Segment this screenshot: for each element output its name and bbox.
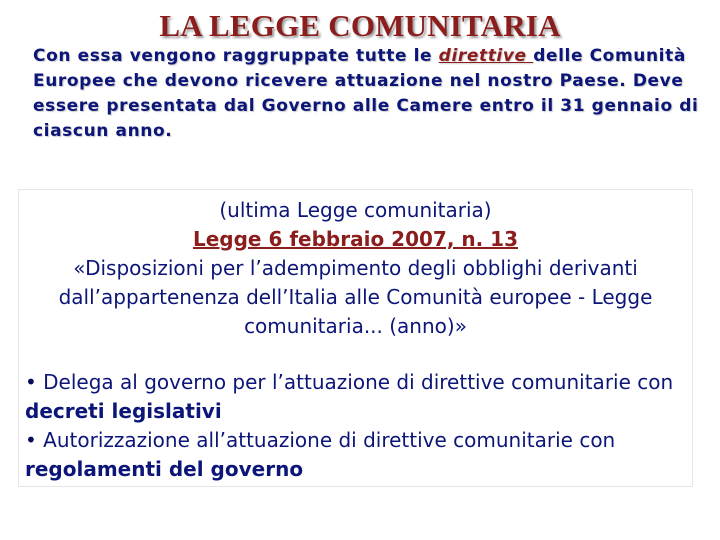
bullet-emphasis: decreti legislativi [25, 399, 222, 423]
intro-paragraph [33, 44, 703, 144]
bullet-marker: • [25, 370, 37, 394]
bullet-item-delega [25, 368, 695, 426]
direttive-link[interactable]: direttive [438, 46, 534, 66]
bullet-item-autorizzazione [25, 426, 695, 484]
bullet-marker: • [25, 428, 37, 452]
law-subtitle: (ultima Legge comunitaria) [219, 198, 492, 222]
bullet-list [25, 368, 695, 484]
intro-text-before: Con essa vengono raggruppate tutte le [33, 46, 439, 66]
law-description [19, 196, 692, 341]
bullet-emphasis: regolamenti del governo [25, 457, 304, 481]
law-title: «Disposizioni per l’adempimento degli obblighi derivanti dall’appartenenza dell’Italia alle Comunità europee - Legge comunitaria... (anno)» [58, 256, 653, 338]
page-title: LA LEGGE COMUNITARIA [159, 8, 561, 43]
bullet-text: Autorizzazione all’attuazione di direttive comunitarie con [36, 428, 616, 452]
intro-text-after: delle Comunità Europee che devono ricevere attuazione nel nostro Paese. Deve essere presentata dal Governo alle Camere entro il 31 gennaio di ciascun anno. [33, 46, 699, 141]
bullet-text: Delega al governo per l’attuazione di direttive comunitarie con [36, 370, 674, 394]
law-reference-link[interactable]: Legge 6 febbraio 2007, n. 13 [192, 227, 519, 251]
law-panel [18, 189, 693, 487]
